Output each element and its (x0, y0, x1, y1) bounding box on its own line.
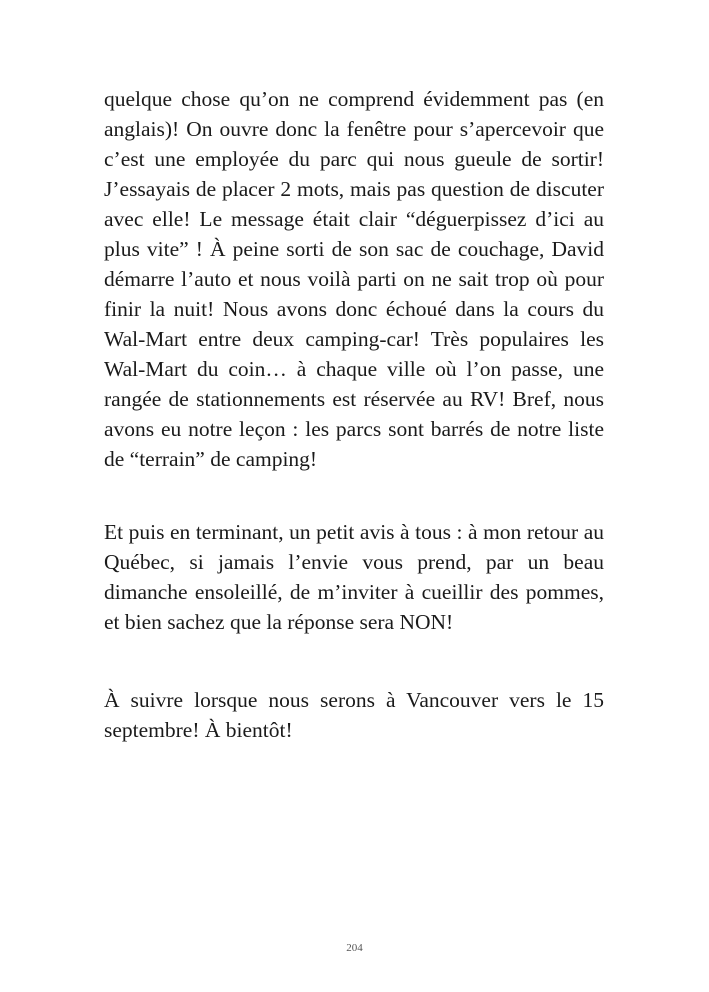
paragraph-text-3: À suivre lorsque nous serons à Vancouver vers le 15 septembre! À bientôt! (104, 688, 604, 742)
paragraph-text-1: quelque chose qu’on ne comprend évidemment pas (en anglais)! On ouvre donc la fenêtre pour s’apercevoir que c’est une employée du parc qui nous gueule de sortir! J’essayais de placer 2 mots, mais pas question de discuter avec elle! Le message était clair “déguerpissez d’ici au plus vite” ! À peine sorti de son sac de couchage, David démarre l’auto et nous voilà parti on ne sait trop où pour finir la nuit! Nous avons donc échoué dans la cours du Wal-Mart entre deux camping-car! Très populaires les Wal-Mart du coin… à chaque ville où l’on passe, une rangée de stationnements est réservée au RV! Bref, nous avons eu notre leçon : les parcs sont barrés de notre liste de “terrain” de camping! (104, 87, 604, 471)
body-paragraph-3 (104, 685, 604, 745)
paragraph-text-2: Et puis en terminant, un petit avis à tous : à mon retour au Québec, si jamais l’envie vous prend, par un beau dimanche ensoleillé, de m’inviter à cueillir des pommes, et bien sachez que la réponse sera NON! (104, 520, 604, 634)
page-number: 204 (346, 942, 363, 954)
body-paragraph-2 (104, 517, 604, 637)
body-paragraph-1 (104, 84, 604, 474)
